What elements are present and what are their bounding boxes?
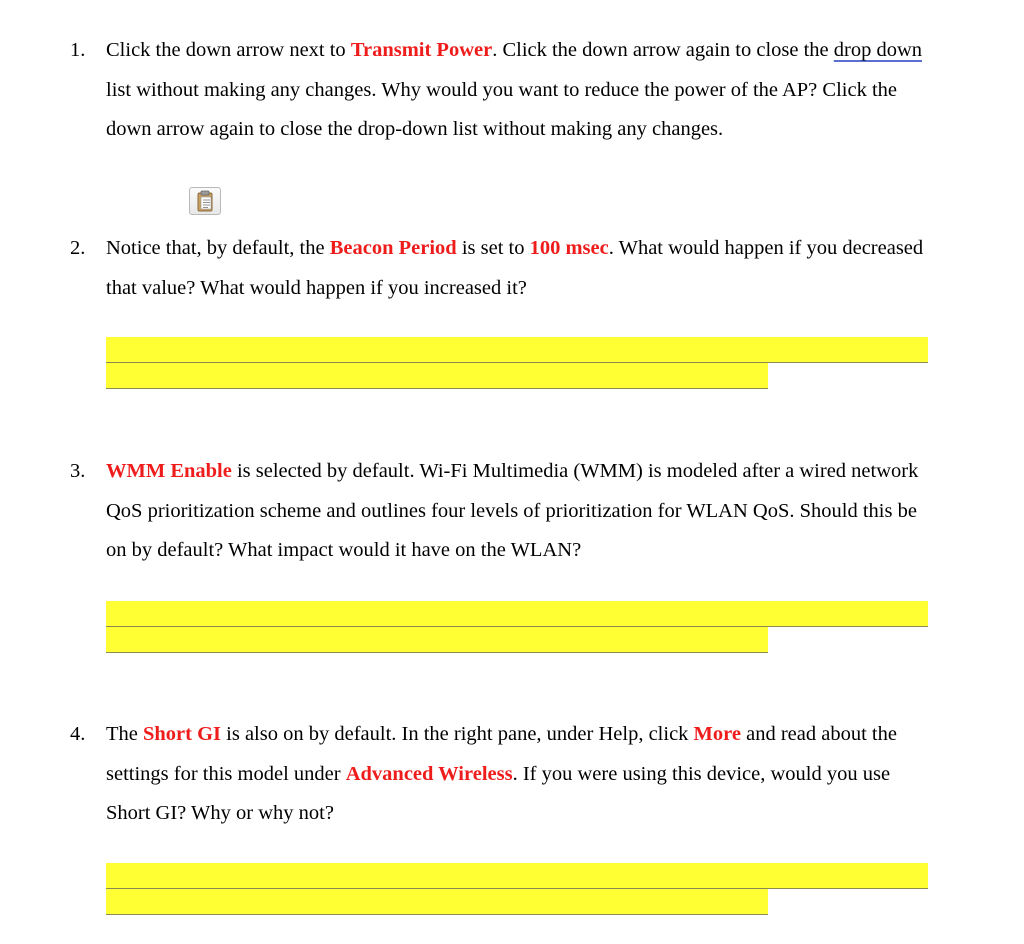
answer-area-3[interactable] [106, 601, 928, 653]
question-number: 4. [70, 723, 86, 745]
highlighted-answer-line [106, 889, 768, 915]
keyword-short-gi: Short GI [143, 723, 222, 745]
underlined-term: drop down [833, 39, 923, 61]
answer-rule [106, 652, 768, 653]
answer-area-2[interactable] [106, 337, 928, 389]
keyword-transmit-power: Transmit Power [350, 39, 493, 61]
keyword-100-msec: 100 msec [529, 237, 609, 259]
keyword-more: More [693, 723, 741, 745]
highlighted-answer-line [106, 337, 928, 363]
answer-area-4[interactable] [106, 863, 928, 915]
question-number: 2. [70, 237, 86, 259]
keyword-advanced-wireless: Advanced Wireless [345, 762, 513, 785]
question-text: Click the down arrow next to Transmit Power. Click the down arrow again to close the drop down list without making any changes. Why would you want to reduce the power of the AP? Click the down arrow again to close the drop-down list without making any changes. [106, 39, 923, 140]
highlighted-answer-line [106, 863, 928, 889]
question-text: Notice that, by default, the Beacon Period is set to 100 msec. What would happen if you decreased that value? What would happen if you increased it? [106, 237, 924, 299]
answer-rule [106, 914, 768, 915]
highlighted-answer-line [106, 363, 768, 389]
answer-rule [106, 388, 768, 389]
question-text: The Short GI is also on by default. In the right pane, under Help, click More and read about the settings for this model under Advanced Wireless. If you were using this device, would you use Short GI? Why or why not? [106, 723, 897, 824]
question-number: 1. [70, 39, 86, 61]
highlighted-answer-line [106, 627, 768, 653]
clipboard-icon[interactable] [189, 187, 221, 215]
question-number: 3. [70, 460, 86, 482]
question-text: WMM Enable is selected by default. Wi-Fi Multimedia (WMM) is modeled after a wired network QoS prioritization scheme and outlines four levels of prioritization for WLAN QoS. Should this be on by default? What impact would it have on the WLAN? [106, 460, 919, 561]
clipboard-icon-graphic [190, 188, 220, 214]
highlighted-answer-line [106, 601, 928, 627]
keyword-beacon-period: Beacon Period [329, 237, 457, 259]
keyword-wmm-enable: WMM Enable [106, 460, 232, 482]
